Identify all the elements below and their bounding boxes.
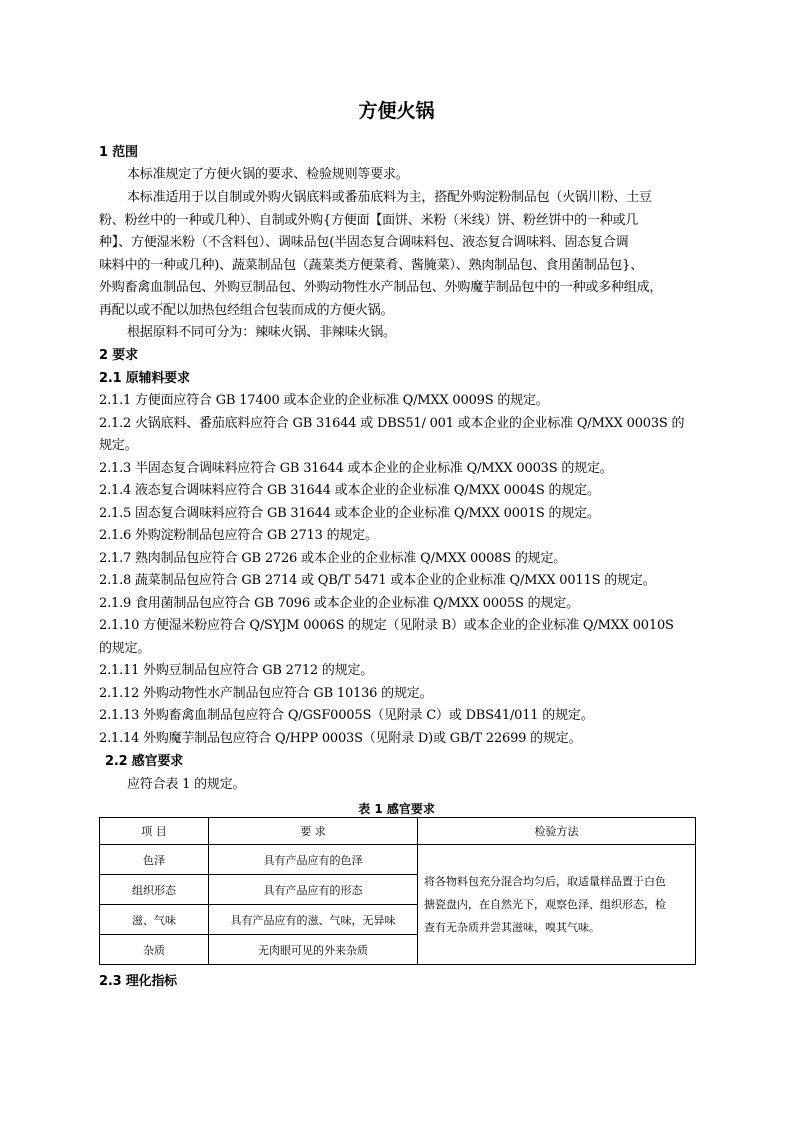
scope-paragraph-1: 本标准规定了方便火锅的要求、检验规则等要求。	[127, 167, 409, 182]
table-cell-method	[418, 845, 696, 965]
table-header-cell: 检验方法	[418, 818, 696, 845]
table-row	[100, 845, 696, 875]
requirement-item: 2.1.12 外购动物性水产制品包应符合 GB 10136 的规定。	[99, 686, 433, 701]
requirement-item: 2.1.7 熟肉制品包应符合 GB 2726 或本企业的企业标准 Q/MXX 0008S 的规定。	[99, 551, 567, 566]
scope-paragraph-2-line: 粉、粉丝中的一种或几种）、自制或外购{方便面【面饼、米粉（米线）饼、粉丝饼中的一种或几	[99, 213, 639, 228]
requirement-item: 规定。	[99, 438, 138, 453]
table-header-cell: 项 目	[100, 818, 209, 845]
sensory-requirements-table	[99, 817, 696, 965]
requirement-item: 2.1.4 液态复合调味料应符合 GB 31644 或本企业的企业标准 Q/MXX 0004S 的规定。	[99, 483, 600, 498]
scope-paragraph-2-line: 再配以或不配以加热包经组合包装而成的方便火锅。	[99, 303, 394, 318]
section-2-2-heading: 2.2 感官要求	[105, 754, 183, 769]
table-cell-item: 杂质	[100, 935, 209, 965]
section-2-3-heading: 2.3 理化指标	[99, 974, 177, 989]
scope-paragraph-2-line: 本标准适用于以自制或外购火锅底料或番茄底料为主，搭配外购淀粉制品包（火锅川粉、土豆	[127, 190, 652, 205]
requirement-item: 2.1.10 方便湿米粉应符合 Q/SYJM 0006S 的规定（见附录 B）或本企业的企业标准 Q/MXX 0010S	[99, 618, 674, 633]
table-cell-requirement: 具有产品应有的滋、气味，无异味	[209, 905, 418, 935]
scope-paragraph-3: 根据原料不同可分为：辣味火锅、非辣味火锅。	[127, 325, 396, 340]
table-header-row	[100, 818, 696, 845]
requirement-item: 2.1.8 蔬菜制品包应符合 GB 2714 或 QB/T 5471 或本企业的企业标准 Q/MXX 0011S 的规定。	[99, 573, 656, 588]
scope-paragraph-2-line: 种】、方便湿米粉（不含料包）、调味品包(半固态复合调味料包、液态复合调味料、固态复合调	[99, 235, 629, 250]
method-line: 将各物料包充分混合均匀后，取适量样品置于白色	[424, 875, 666, 888]
section-2-heading: 2 要求	[99, 348, 138, 363]
scope-paragraph-2-line: 外购畜禽血制品包、外购豆制品包、外购动物性水产制品包、外购魔芋制品包中的一种或多种组成，	[99, 280, 663, 295]
requirement-item: 2.1.13 外购畜禽血制品包应符合 Q/GSF0005S（见附录 C）或 DBS41/011 的规定。	[99, 708, 594, 723]
requirement-item: 2.1.1 方便面应符合 GB 17400 或本企业的企业标准 Q/MXX 0009S 的规定。	[99, 393, 549, 408]
requirement-item: 2.1.14 外购魔芋制品包应符合 Q/HPP 0003S（见附录 D)或 GB/T 22699 的规定。	[99, 731, 582, 746]
section-2-1-heading: 2.1 原辅料要求	[99, 371, 190, 386]
method-line: 查有无杂质并尝其滋味，嗅其气味。	[424, 921, 600, 934]
table-cell-requirement: 具有产品应有的形态	[209, 875, 418, 905]
requirement-item: 的规定。	[99, 641, 151, 656]
section-2-2-text: 应符合表 1 的规定。	[127, 777, 246, 792]
requirement-item: 2.1.3 半固态复合调味料应符合 GB 31644 或本企业的企业标准 Q/MXX 0003S 的规定。	[99, 461, 613, 476]
requirement-item: 2.1.6 外购淀粉制品包应符合 GB 2713 的规定。	[99, 528, 378, 543]
requirement-item: 2.1.5 固态复合调味料应符合 GB 31644 或本企业的企业标准 Q/MXX 0001S 的规定。	[99, 506, 600, 521]
table-caption: 表 1 感官要求	[358, 802, 435, 816]
method-line: 搪瓷盘内，在自然光下，观察色泽、组织形态，检	[424, 898, 666, 911]
table-header-cell: 要 求	[209, 818, 418, 845]
table-cell-requirement: 具有产品应有的色泽	[209, 845, 418, 875]
requirement-item: 2.1.2 火锅底料、番茄底料应符合 GB 31644 或 DBS51/ 001 或本企业的企业标准 Q/MXX 0003S 的	[99, 416, 685, 431]
table-cell-item: 滋、气味	[100, 905, 209, 935]
section-1-heading: 1 范围	[99, 145, 138, 160]
requirement-item: 2.1.11 外购豆制品包应符合 GB 2712 的规定。	[99, 663, 374, 678]
table-cell-item: 色泽	[100, 845, 209, 875]
table-cell-item: 组织形态	[100, 875, 209, 905]
scope-paragraph-2-line: 味料中的一种或几种)、蔬菜制品包（蔬菜类方便菜肴、酱腌菜）、熟肉制品包、食用菌制品包}、	[99, 258, 644, 273]
requirement-item: 2.1.9 食用菌制品包应符合 GB 7096 或本企业的企业标准 Q/MXX 0005S 的规定。	[99, 596, 579, 611]
table-cell-requirement: 无肉眼可见的外来杂质	[209, 935, 418, 965]
document-title: 方便火锅	[358, 100, 435, 122]
